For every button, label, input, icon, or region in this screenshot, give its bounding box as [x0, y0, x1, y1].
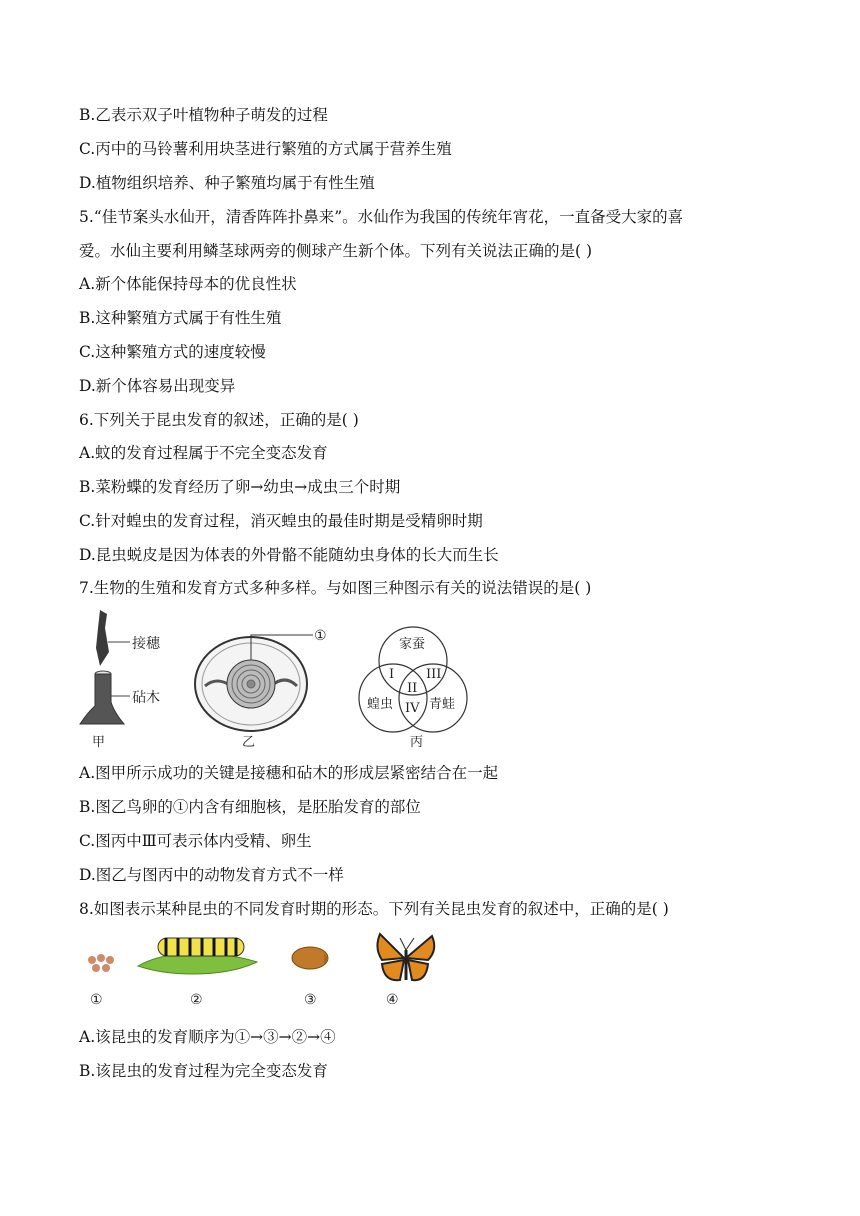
option-7a: A.图甲所示成功的关键是接穗和砧木的形成层紧密结合在一起: [79, 764, 499, 782]
option-7d: D.图乙与图丙中的动物发育方式不一样: [79, 866, 344, 884]
venn-label-frog: 青蛙: [429, 697, 456, 712]
venn-region-3: III: [426, 667, 442, 682]
question-8-stem: 8.如图表示某种昆虫的不同发育时期的形态。下列有关昆虫发育的叙述中，正确的是( ): [79, 900, 669, 918]
figure-7-venn-diagram: [357, 624, 472, 750]
caterpillar-icon: [138, 938, 257, 974]
option-5a: A.新个体能保持母本的优良性状: [79, 275, 297, 293]
question-5-stem-cont: 爱。水仙主要利用鳞茎球两旁的侧球产生新个体。下列有关说法正确的是( ): [79, 242, 593, 260]
option-6a: A.蚊的发育过程属于不完全变态发育: [79, 444, 328, 462]
option-7c: C.图丙中Ⅲ可表示体内受精、卵生: [79, 832, 312, 850]
option-6c: C.针对蝗虫的发育过程，消灭蝗虫的最佳时期是受精卵时期: [79, 512, 483, 530]
figure-8-insect-stages: [82, 928, 452, 1010]
venn-label-silkworm: 家蚕: [399, 637, 426, 652]
rootstock-label: 砧木: [132, 690, 160, 706]
marker-1: ①: [314, 628, 327, 644]
figure-caption-jia: 甲: [92, 735, 106, 750]
option-5d: D.新个体容易出现变异: [79, 377, 236, 395]
option-5b: B.这种繁殖方式属于有性生殖: [79, 309, 282, 327]
figure-7-grafting: [76, 608, 186, 750]
option-4d: D.植物组织培养、种子繁殖均属于有性生殖: [79, 174, 375, 192]
option-4b: B.乙表示双子叶植物种子萌发的过程: [79, 106, 328, 124]
venn-region-2: II: [407, 681, 418, 696]
option-6d: D.昆虫蜕皮是因为体表的外骨骼不能随幼虫身体的长大而生长: [79, 546, 499, 564]
stage-label-3: ③: [304, 992, 317, 1008]
stage-label-4: ④: [386, 992, 399, 1008]
figure-7-bird-egg: [193, 614, 338, 750]
rootstock-icon: [80, 674, 124, 724]
scion-icon: [96, 610, 109, 666]
option-8b: B.该昆虫的发育过程为完全变态发育: [79, 1062, 328, 1080]
butterfly-icon: [377, 934, 434, 980]
option-4c: C.丙中的马铃薯利用块茎进行繁殖的方式属于营养生殖: [79, 140, 452, 158]
option-6b: B.菜粉蝶的发育经历了卵→幼虫→成虫三个时期: [79, 478, 401, 496]
option-5c: C.这种繁殖方式的速度较慢: [79, 343, 266, 361]
option-7b: B.图乙鸟卵的①内含有细胞核，是胚胎发育的部位: [79, 798, 421, 816]
scion-label: 接穗: [132, 636, 160, 652]
venn-region-1: I: [389, 667, 395, 682]
figure-caption-bing: 丙: [410, 735, 424, 750]
stage-label-2: ②: [190, 992, 203, 1008]
question-5-stem: 5.“佳节案头水仙开，清香阵阵扑鼻来”。水仙作为我国的传统年宵花，一直备受大家的喜: [79, 208, 684, 226]
option-8a: A.该昆虫的发育顺序为①→③→②→④: [79, 1028, 336, 1046]
stage-label-1: ①: [90, 992, 103, 1008]
question-7-stem: 7.生物的生殖和发育方式多种多样。与如图三种图示有关的说法错误的是( ): [79, 579, 592, 597]
venn-region-4: IV: [405, 701, 420, 716]
yolk-icon: [227, 660, 275, 708]
pupa-icon: [292, 947, 328, 969]
eggs-icon: [88, 954, 114, 972]
question-6-stem: 6.下列关于昆虫发育的叙述，正确的是( ): [79, 411, 359, 429]
venn-label-locust: 蝗虫: [367, 697, 394, 712]
figure-caption-yi: 乙: [242, 735, 256, 750]
